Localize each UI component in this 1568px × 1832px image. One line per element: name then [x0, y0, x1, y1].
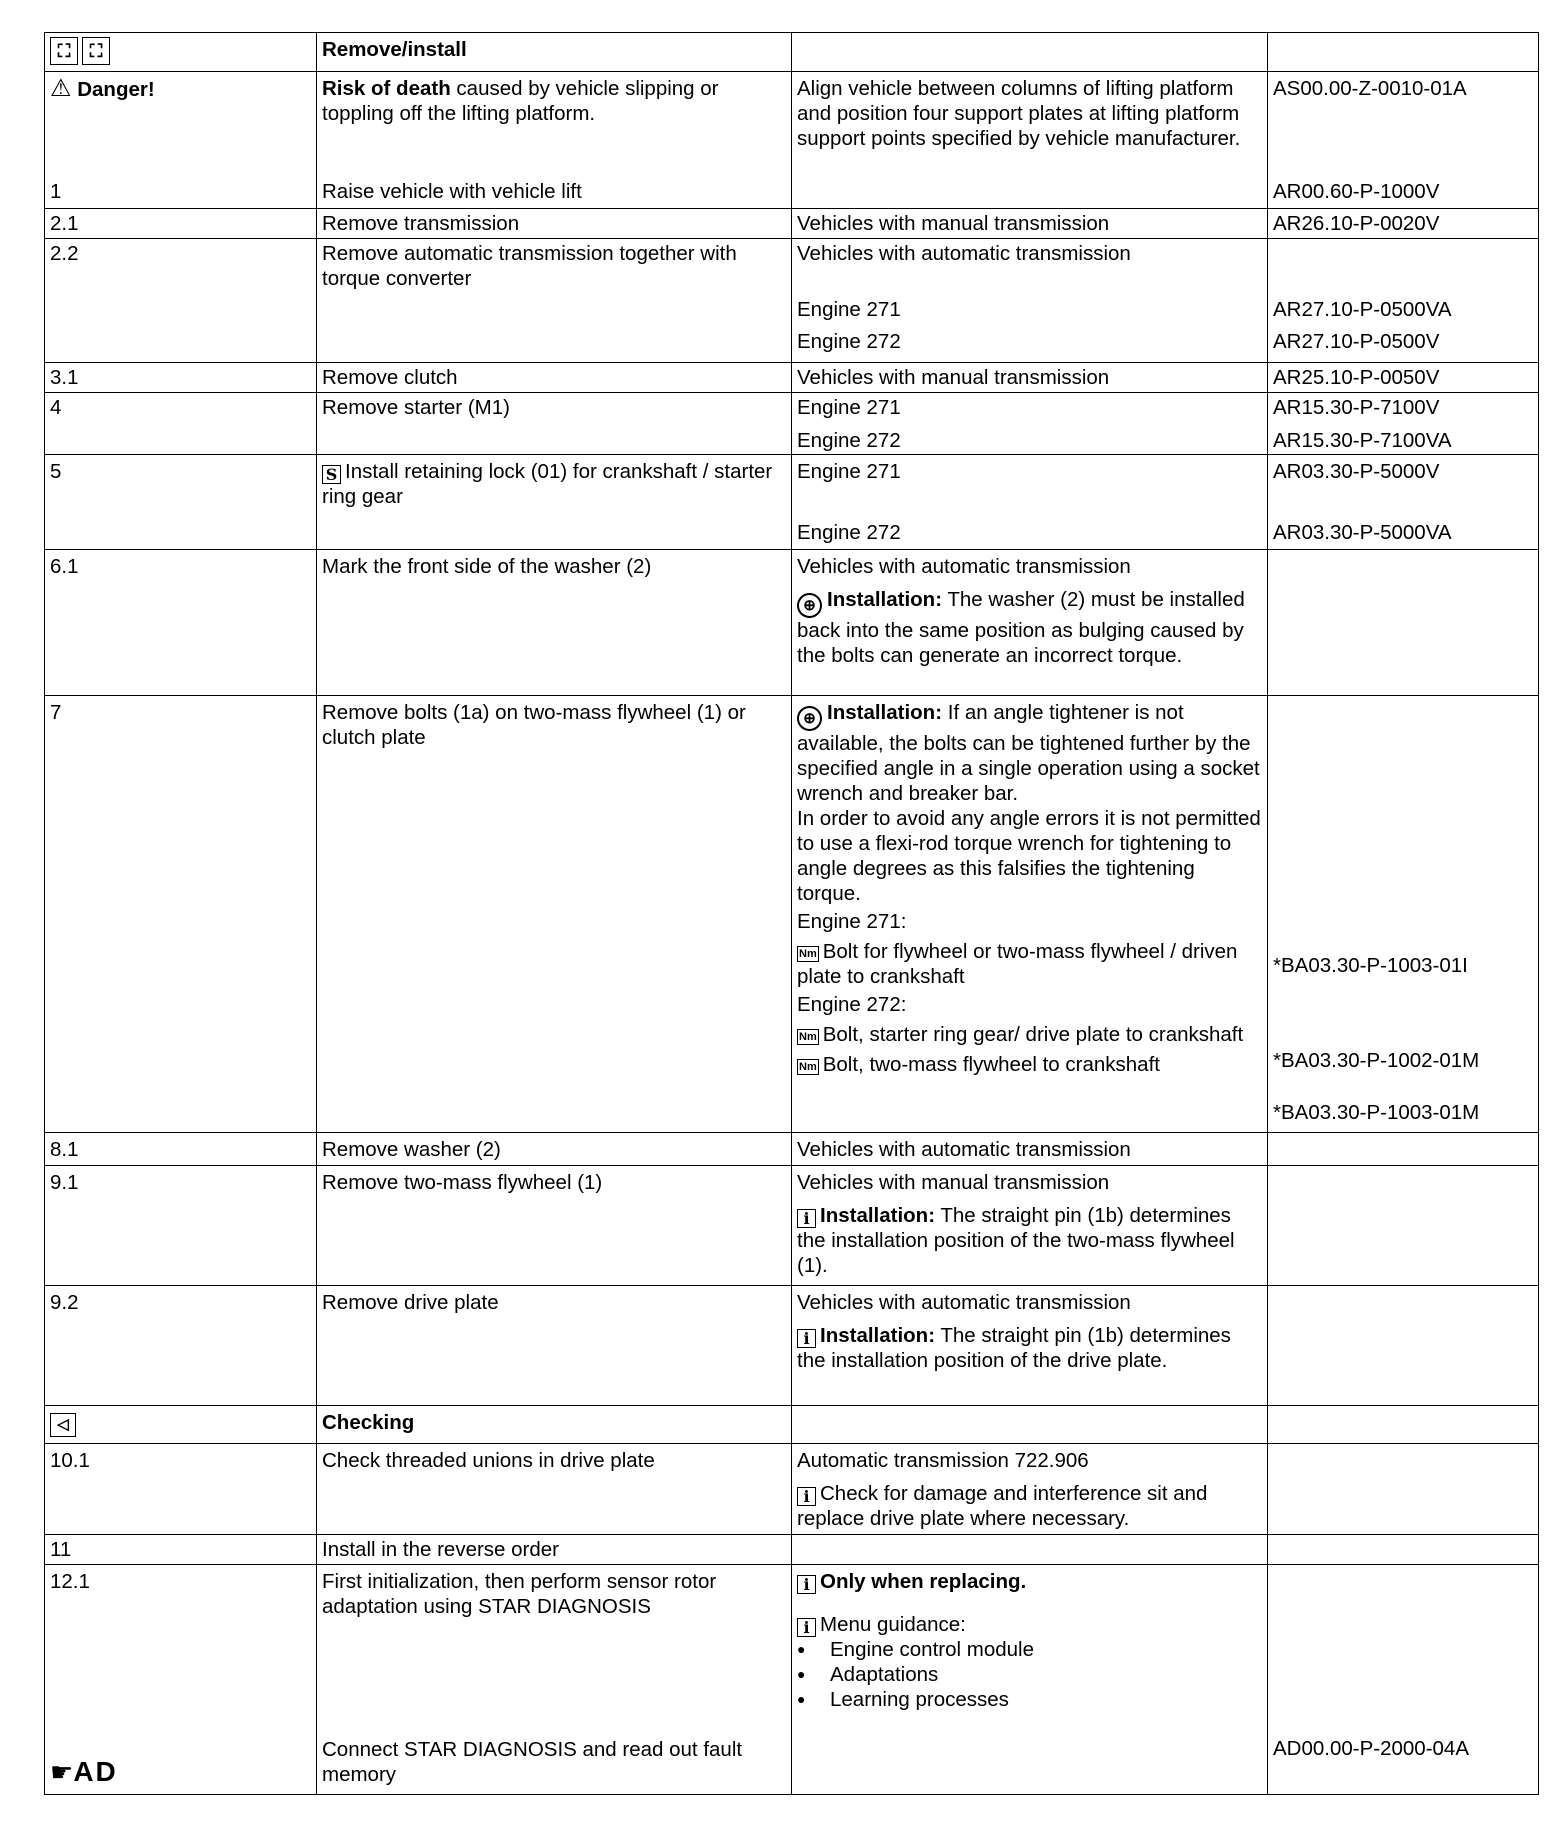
table-row	[45, 550, 1539, 696]
expand-icon: ⛶	[82, 37, 110, 65]
table-row	[45, 33, 1539, 72]
table-row	[45, 1133, 1539, 1166]
step-text: Remove starter (M1)	[317, 393, 792, 455]
installation-label: Installation:	[820, 1324, 936, 1347]
condition: Vehicles with manual transmission	[797, 1171, 1110, 1194]
step-number: 2.1	[45, 209, 317, 239]
table-row	[45, 239, 1539, 363]
step-number: 1	[50, 180, 62, 203]
condition: Vehicles with manual transmission	[792, 209, 1268, 239]
step-number: 8.1	[45, 1133, 317, 1166]
list-item	[797, 1637, 1262, 1662]
reference-link[interactable]: AS00.00-Z-0010-01A	[1273, 77, 1467, 100]
step-number: 9.2	[45, 1286, 317, 1406]
reference-link[interactable]: AR15.30-P-7100V	[1273, 396, 1440, 419]
risk-text: caused by vehicle slipping or toppling off the lifting platform.	[322, 77, 719, 125]
section-title: Checking	[322, 1411, 415, 1434]
reference-link[interactable]: AR15.30-P-7100VA	[1273, 429, 1452, 452]
installation-icon: ⊕	[797, 706, 822, 731]
step-text: Remove bolts (1a) on two-mass flywheel (1) or clutch plate	[317, 696, 792, 1133]
installation-note: The washer (2) must be installed back into the same position as bulging caused by the bolts can generate an incorrect torque.	[797, 588, 1245, 667]
installation-label: Installation:	[827, 701, 943, 724]
step-text: Install in the reverse order	[317, 1535, 792, 1565]
installation-note: The straight pin (1b) determines the installation position of the two-mass flywheel (1).	[797, 1204, 1235, 1277]
installation-label: Installation:	[820, 1204, 936, 1227]
step-text: Install retaining lock (01) for crankshaft / starter ring gear	[322, 460, 773, 508]
bullet-icon: ●	[797, 1691, 806, 1707]
info-icon: i	[797, 1487, 816, 1506]
info-note: Check for damage and interference sit and replace drive plate where necessary.	[797, 1482, 1208, 1530]
expand-icon: ⛶	[50, 37, 78, 65]
table-row	[45, 209, 1539, 239]
step-text: Remove two-mass flywheel (1)	[317, 1166, 792, 1286]
table-row	[45, 72, 1539, 209]
step-number: 10.1	[45, 1444, 317, 1535]
reference-link[interactable]: AR27.10-P-0500V	[1273, 330, 1440, 353]
table-row	[45, 363, 1539, 393]
engine-label: Engine 272:	[797, 993, 907, 1016]
step-text: Remove washer (2)	[317, 1133, 792, 1166]
engine-label: Engine 272	[797, 330, 901, 353]
condition: Vehicles with automatic transmission	[797, 555, 1131, 578]
step-text: Connect STAR DIAGNOSIS and read out fault memory	[322, 1738, 743, 1786]
installation-note: In order to avoid any angle errors it is not permitted to use a flexi-rod torque wrench for tightening to angle degrees as this falsifies the tightening torque.	[797, 807, 1261, 905]
step-number: 12.1	[50, 1570, 90, 1593]
step-number: 2.2	[45, 239, 317, 363]
condition: Vehicles with automatic transmission	[797, 242, 1131, 265]
reference-link[interactable]: AR00.60-P-1000V	[1273, 180, 1440, 203]
reference-link[interactable]: *BA03.30-P-1003-01I	[1273, 954, 1468, 977]
reference-link[interactable]: AR25.10-P-0050V	[1268, 363, 1539, 393]
ad-label: AD	[73, 1756, 118, 1787]
step-number: 4	[45, 393, 317, 455]
step-number: 11	[45, 1535, 317, 1565]
reference-link[interactable]: AD00.00-P-2000-04A	[1273, 1737, 1470, 1760]
table-row	[45, 1565, 1539, 1795]
bullet-icon: ●	[797, 1641, 806, 1657]
step-number: 7	[45, 696, 317, 1133]
step-number: 6.1	[45, 550, 317, 696]
list-item	[797, 1662, 1262, 1687]
table-row	[45, 1166, 1539, 1286]
danger-instruction: Align vehicle between columns of lifting platform and position four support plates at lifting platform support points specified by vehicle manufacturer.	[797, 77, 1241, 150]
danger-label: Danger!	[77, 78, 155, 101]
torque-text: Bolt for flywheel or two-mass flywheel / driven plate to crankshaft	[797, 940, 1238, 988]
table-row	[45, 1444, 1539, 1535]
engine-label: Engine 272	[797, 521, 901, 544]
list-item	[797, 1687, 1262, 1712]
checking-icon: ◁	[50, 1413, 76, 1437]
step-text: Remove automatic transmission together with torque converter	[317, 239, 792, 363]
installation-note: If an angle tightener is not available, the bolts can be tightened further by the specified angle in a single operation using a socket wrench and breaker bar.	[797, 701, 1260, 805]
step-text: Raise vehicle with vehicle lift	[322, 180, 582, 203]
installation-label: Installation:	[827, 588, 943, 611]
engine-label: Engine 272	[797, 429, 901, 452]
torque-text: Bolt, starter ring gear/ drive plate to crankshaft	[822, 1023, 1244, 1046]
procedure-table	[44, 32, 1539, 1795]
note-bold: Only when replacing.	[820, 1570, 1027, 1593]
installation-icon: ⊕	[797, 593, 822, 618]
step-text: Mark the front side of the washer (2)	[317, 550, 792, 696]
step-number: 3.1	[45, 363, 317, 393]
engine-label: Engine 271	[797, 298, 901, 321]
condition: Vehicles with automatic transmission	[792, 1133, 1268, 1166]
reference-link[interactable]: AR03.30-P-5000V	[1273, 460, 1440, 483]
table-row	[45, 1286, 1539, 1406]
engine-label: Engine 271:	[797, 910, 907, 933]
torque-text: Bolt, two-mass flywheel to crankshaft	[822, 1053, 1160, 1076]
hand-pointer-icon: ☛	[50, 1757, 74, 1787]
step-text: Remove transmission	[317, 209, 792, 239]
reference-link[interactable]: AR27.10-P-0500VA	[1273, 298, 1452, 321]
installation-note: The straight pin (1b) determines the installation position of the drive plate.	[797, 1324, 1231, 1372]
info-icon: i	[797, 1329, 816, 1348]
table-row	[45, 393, 1539, 455]
step-text: Remove clutch	[317, 363, 792, 393]
step-text: First initialization, then perform sensor rotor adaptation using STAR DIAGNOSIS	[322, 1570, 717, 1618]
special-tool-icon: S	[322, 465, 341, 484]
table-row	[45, 1406, 1539, 1444]
step-text: Remove drive plate	[317, 1286, 792, 1406]
reference-link[interactable]: AR26.10-P-0020V	[1268, 209, 1539, 239]
reference-link[interactable]: AR03.30-P-5000VA	[1273, 521, 1452, 544]
table-row	[45, 1535, 1539, 1565]
condition: Automatic transmission 722.906	[797, 1449, 1089, 1472]
engine-label: Engine 271	[797, 460, 901, 483]
condition: Vehicles with automatic transmission	[797, 1291, 1131, 1314]
warning-icon: ⚠	[50, 75, 72, 102]
reference-link[interactable]: *BA03.30-P-1002-01M	[1273, 1049, 1480, 1072]
info-icon: i	[797, 1575, 816, 1594]
section-title: Remove/install	[322, 38, 467, 61]
menu-label: Menu guidance:	[820, 1613, 966, 1636]
torque-icon: Nm	[799, 1061, 817, 1073]
step-number: 9.1	[45, 1166, 317, 1286]
engine-label: Engine 271	[797, 396, 901, 419]
table-row	[45, 696, 1539, 1133]
torque-icon: Nm	[799, 948, 817, 960]
reference-link[interactable]: *BA03.30-P-1003-01M	[1273, 1101, 1480, 1124]
menu-item: Engine control module	[830, 1638, 1034, 1661]
risk-bold: Risk of death	[322, 77, 451, 100]
step-text: Check threaded unions in drive plate	[317, 1444, 792, 1535]
bullet-icon: ●	[797, 1666, 806, 1682]
menu-item: Learning processes	[830, 1688, 1009, 1711]
info-icon: i	[797, 1618, 816, 1637]
menu-item: Adaptations	[830, 1663, 939, 1686]
table-row	[45, 455, 1539, 550]
torque-icon: Nm	[799, 1031, 817, 1043]
info-icon: i	[797, 1209, 816, 1228]
condition: Vehicles with manual transmission	[792, 363, 1268, 393]
step-number: 5	[45, 455, 317, 550]
